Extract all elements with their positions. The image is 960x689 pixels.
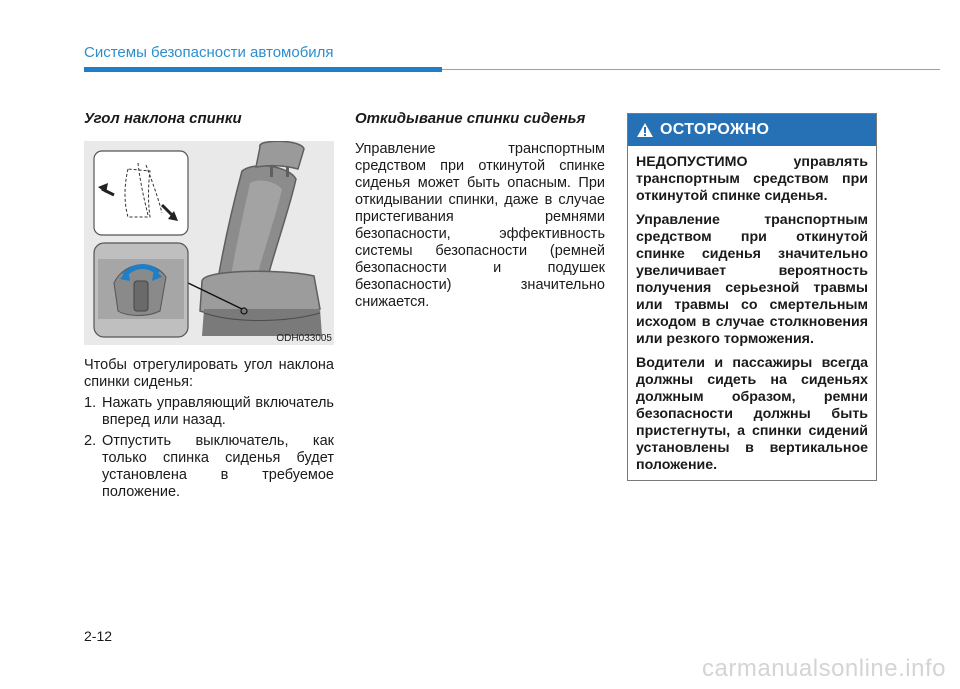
figure-code: ODH033005: [276, 333, 332, 344]
warning-box: [627, 113, 877, 481]
warning-paragraph: НЕДОПУСТИМО управлять транспортным средством при откинутой спинке сиденья.: [636, 154, 868, 204]
section-title: Системы безопасности автомобиля: [84, 44, 334, 61]
left-column: [84, 110, 334, 505]
step-text: Нажать управляющий включатель вперед или назад.: [102, 395, 334, 428]
warning-paragraph: Управление транспортным средством при откинутой спинке сиденья значительно увеличивает вероятность получения серьезной травмы или травмы со смертельным исходом в случае столкновения или резкого торможения.: [636, 212, 868, 347]
reclining-heading: Откидывание спинки сиденья: [355, 110, 586, 127]
warning-triangle-icon: [636, 122, 654, 138]
seat-recline-figure: [84, 141, 334, 345]
recline-intro-block: [84, 357, 334, 391]
watermark: carmanualsonline.info: [702, 655, 946, 682]
step-number: 2.: [84, 433, 97, 449]
middle-column: [355, 110, 605, 315]
header-rule-thin: [442, 69, 940, 70]
step-number: 1.: [84, 395, 97, 411]
step-text: Отпустить выключатель, как только спинка сиденья будет установлена в требуемое положение.: [102, 433, 334, 500]
recline-steps: [84, 395, 334, 501]
warning-body: [628, 146, 876, 474]
recline-heading: Угол наклона спинки: [84, 110, 242, 127]
step-item: [84, 433, 334, 501]
reclining-text-block: [355, 141, 605, 311]
warning-header: [628, 114, 876, 146]
warning-paragraph: Водители и пассажиры всегда должны сидеть на сиденьях должным образом, ремни безопасности должны быть пристегнуты, а спинки сидений установлены в вертикальное положение.: [636, 355, 868, 473]
recline-intro: Чтобы отрегулировать угол наклона спинки сиденья:: [84, 357, 334, 390]
warning-title: ОСТОРОЖНО: [660, 121, 770, 138]
step-item: [84, 395, 334, 429]
seat-illustration: [84, 141, 334, 345]
header-rule-thick: [84, 67, 442, 72]
page-number: 2-12: [84, 628, 113, 644]
reclining-paragraph: Управление транспортным средством при откинутой спинке сиденья может быть опасным. При откидывании спинки, даже в случае пристегивания ремнями безопасности, эффективность системы безопасности (ремней безопасности и подушек безопасности) значительно снижается.: [355, 141, 605, 310]
